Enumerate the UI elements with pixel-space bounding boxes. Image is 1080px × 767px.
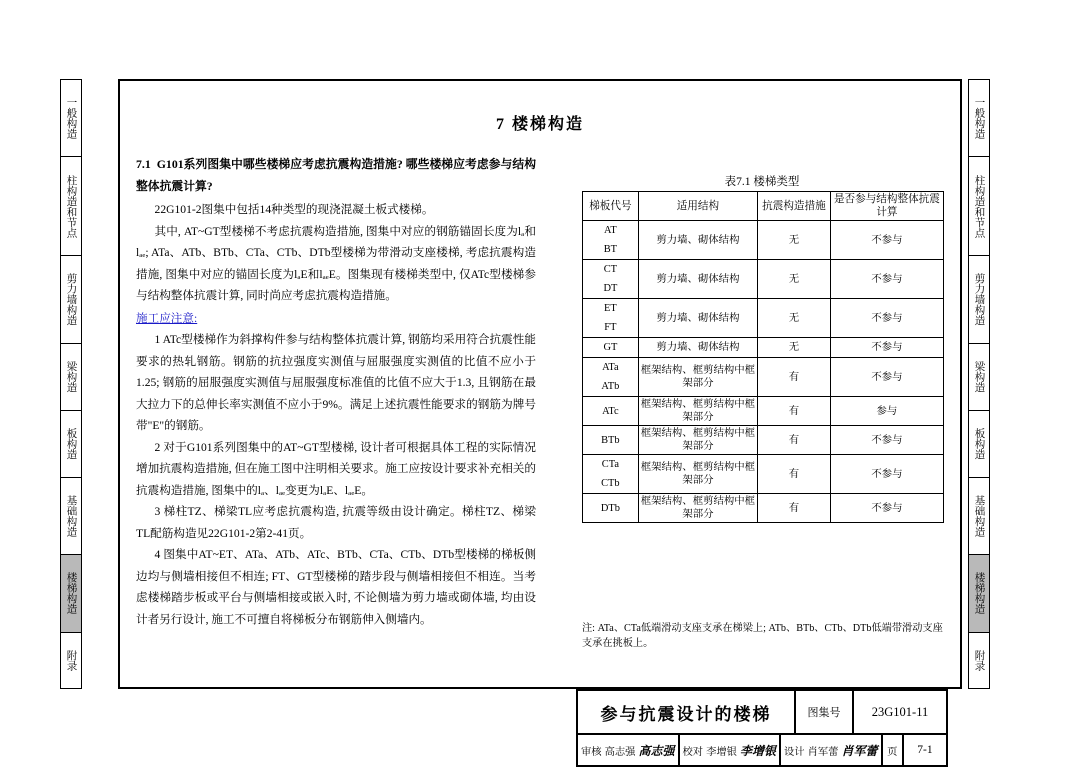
cell-calc: 不参与 xyxy=(830,426,943,455)
paragraph-2: 其中, AT~GT型楼梯不考虑抗震构造措施, 图集中对应的钢筋锚固长度为lₐ和lₐₑ; ATa、ATb、BTb、CTa、CTb、DTb型楼梯为带滑动支座楼梯, 考虑抗震构造措施, 图集中对应的锚固长度为lₐE和lₐₑE。图集现有楼梯类型中, 仅ATc型楼梯参与结构整体抗震计算, 同时尚应考虑抗震构造措施。 xyxy=(136,224,536,302)
note-2: 2 对于G101系列图集中的AT~GT型楼梯, 设计者可根据具体工程的实际情况增加抗震构造措施, 但在施工图中注明相关要求。施工应按设计要求补充相关的抗震构造措施, 图集中的lₐ、lₐₑ变更为lₐE、lₐₑE。 xyxy=(136,440,536,497)
cell-struct: 剪力墙、砌体结构 xyxy=(638,338,757,358)
sidebar-item-beam-right[interactable]: 梁构造 xyxy=(968,343,990,410)
cell-calc: 不参与 xyxy=(830,455,943,494)
sidebar-item-stair-right[interactable]: 楼梯构造 xyxy=(968,554,990,631)
cell-calc: 不参与 xyxy=(830,299,943,338)
sidebar-item-general-right[interactable]: 一般构造 xyxy=(968,79,990,156)
cell-code: FT xyxy=(583,318,639,338)
cell-measure: 有 xyxy=(758,397,831,426)
title-block xyxy=(576,689,948,767)
cell-code: CTb xyxy=(583,474,639,494)
cell-measure: 有 xyxy=(758,426,831,455)
cell-struct: 框架结构、框剪结构中框架部分 xyxy=(638,494,757,523)
sidebar-item-column-right[interactable]: 柱构造和节点 xyxy=(968,156,990,254)
note-3: 3 梯柱TZ、梯梁TL应考虑抗震构造, 抗震等级由设计确定。梯柱TZ、梯梁TL配筋构造见22G101-2第2-41页。 xyxy=(136,505,536,540)
sidebar-item-appendix[interactable]: 附录 xyxy=(60,632,82,689)
sidebar-item-foundation[interactable]: 基础构造 xyxy=(60,477,82,554)
cell-struct: 剪力墙、砌体结构 xyxy=(638,221,757,260)
cell-code: BTb xyxy=(583,426,639,455)
cell-calc: 参与 xyxy=(830,397,943,426)
sidebar-item-column[interactable]: 柱构造和节点 xyxy=(60,156,82,254)
check-label: 校对 xyxy=(682,746,704,758)
cell-code: AT xyxy=(583,221,639,241)
design-signature: 肖军蕾 xyxy=(841,743,878,758)
table-row xyxy=(583,426,944,455)
sidebar-item-foundation-right[interactable]: 基础构造 xyxy=(968,477,990,554)
table-row xyxy=(583,455,944,475)
cell-code: DTb xyxy=(583,494,639,523)
question-number: 7.1 xyxy=(136,157,151,171)
sidebar-item-shearwall-right[interactable]: 剪力墙构造 xyxy=(968,255,990,343)
cell-struct: 框架结构、框剪结构中框架部分 xyxy=(638,397,757,426)
sheet-frame xyxy=(118,79,962,758)
sidebar-item-appendix-right[interactable]: 附录 xyxy=(968,632,990,689)
check-cell xyxy=(680,735,782,765)
question-heading xyxy=(136,153,536,197)
construction-note-heading: 施工应注意: xyxy=(136,311,198,325)
page-label: 页 xyxy=(883,735,904,765)
cell-calc: 不参与 xyxy=(830,221,943,260)
left-tab-strip xyxy=(60,79,82,689)
cell-measure: 无 xyxy=(758,299,831,338)
title-block-bottom xyxy=(578,735,946,765)
cell-struct: 剪力墙、砌体结构 xyxy=(638,299,757,338)
table-row xyxy=(583,397,944,426)
cell-measure: 无 xyxy=(758,221,831,260)
sidebar-item-beam[interactable]: 梁构造 xyxy=(60,343,82,410)
table-row xyxy=(583,494,944,523)
question-text: G101系列图集中哪些楼梯应考虑抗震构造措施? 哪些楼梯应考虑参与结构整体抗震计算? xyxy=(136,157,536,193)
table-row xyxy=(583,221,944,241)
cell-measure: 无 xyxy=(758,260,831,299)
atlas-number-value: 23G101-11 xyxy=(871,704,929,719)
paragraph-1: 22G101-2图集中包括14种类型的现浇混凝土板式楼梯。 xyxy=(154,203,434,216)
review-cell xyxy=(578,735,680,765)
table-caption: 表7.1 楼梯类型 xyxy=(724,176,800,188)
note-4: 4 图集中AT~ET、ATa、ATb、ATc、BTb、CTa、CTb、DTb型楼梯的梯板侧边均与侧墙相接但不相连; FT、GT型楼梯的踏步段与侧墙相接但不相连。当考虑楼梯踏步板或平台与侧墙相接或嵌入时, 不论侧墙为剪力墙或砌体墙, 均由设计者另行设计, 施工不可擅自将梯板分布钢筋伸入侧墙内。 xyxy=(136,548,536,626)
review-signature: 高志强 xyxy=(638,743,675,758)
th-code: 梯板代号 xyxy=(583,192,639,221)
check-signature: 李增银 xyxy=(739,743,776,758)
table-row xyxy=(583,358,944,378)
cell-struct: 框架结构、框剪结构中框架部分 xyxy=(638,358,757,397)
check-name: 李增银 xyxy=(706,746,737,758)
note-1: 1 ATc型楼梯作为斜撑构件参与结构整体抗震计算, 钢筋均采用符合抗震性能要求的热轧钢筋。钢筋的抗拉强度实测值与屈服强度实测值的比值不应小于1.25; 钢筋的屈服强度实测值与屈服强度标准值的比值不应大于1.3, 且钢筋在最大拉力下的总伸长率实测值不应小于9%。满足上述抗震性能要求的钢筋为牌号带"E"的钢筋。 xyxy=(136,333,536,432)
cell-code: GT xyxy=(583,338,639,358)
cell-calc: 不参与 xyxy=(830,260,943,299)
table-row xyxy=(583,299,944,319)
cell-code: ATb xyxy=(583,377,639,397)
sidebar-item-general[interactable]: 一般构造 xyxy=(60,79,82,156)
th-struct: 适用结构 xyxy=(638,192,757,221)
right-tab-strip xyxy=(968,79,990,689)
stair-type-table xyxy=(582,191,944,523)
cell-code: ATa xyxy=(583,358,639,378)
atlas-number-label: 图集号 xyxy=(796,691,854,733)
cell-code: CT xyxy=(583,260,639,280)
cell-code: ET xyxy=(583,299,639,319)
left-text-column xyxy=(136,153,536,630)
table-header-row xyxy=(583,192,944,221)
cell-measure: 有 xyxy=(758,358,831,397)
cell-calc: 不参与 xyxy=(830,494,943,523)
sidebar-item-shearwall[interactable]: 剪力墙构造 xyxy=(60,255,82,343)
cell-code: ATc xyxy=(583,397,639,426)
sidebar-item-stair[interactable]: 楼梯构造 xyxy=(60,554,82,631)
page-title: 7 楼梯构造 xyxy=(495,116,584,133)
cell-measure: 无 xyxy=(758,338,831,358)
cell-measure: 有 xyxy=(758,494,831,523)
review-label: 审核 xyxy=(581,746,602,758)
cell-measure: 有 xyxy=(758,455,831,494)
design-cell xyxy=(781,735,883,765)
table-row xyxy=(583,260,944,280)
page-number: 7-1 xyxy=(917,744,933,756)
title-block-top xyxy=(578,691,946,735)
design-name: 肖军蕾 xyxy=(807,746,839,758)
cell-calc: 不参与 xyxy=(830,338,943,358)
sidebar-item-slab-right[interactable]: 板构造 xyxy=(968,410,990,477)
sidebar-item-slab[interactable]: 板构造 xyxy=(60,410,82,477)
drawing-name: 参与抗震设计的楼梯 xyxy=(578,691,796,733)
cell-calc: 不参与 xyxy=(830,358,943,397)
cell-code: CTa xyxy=(583,455,639,475)
table-note: 注: ATa、CTa低端滑动支座支承在梯梁上; ATb、BTb、CTb、DTb低端带滑动支座支承在挑板上。 xyxy=(582,623,943,649)
design-label: 设计 xyxy=(784,746,805,758)
th-meas: 抗震构造措施 xyxy=(758,192,831,221)
th-calc: 是否参与结构整体抗震计算 xyxy=(830,192,943,221)
cell-struct: 框架结构、框剪结构中框架部分 xyxy=(638,455,757,494)
table-row xyxy=(583,338,944,358)
cell-struct: 框架结构、框剪结构中框架部分 xyxy=(638,426,757,455)
review-name: 高志强 xyxy=(604,746,636,758)
cell-code: DT xyxy=(583,279,639,299)
cell-code: BT xyxy=(583,240,639,260)
cell-struct: 剪力墙、砌体结构 xyxy=(638,260,757,299)
